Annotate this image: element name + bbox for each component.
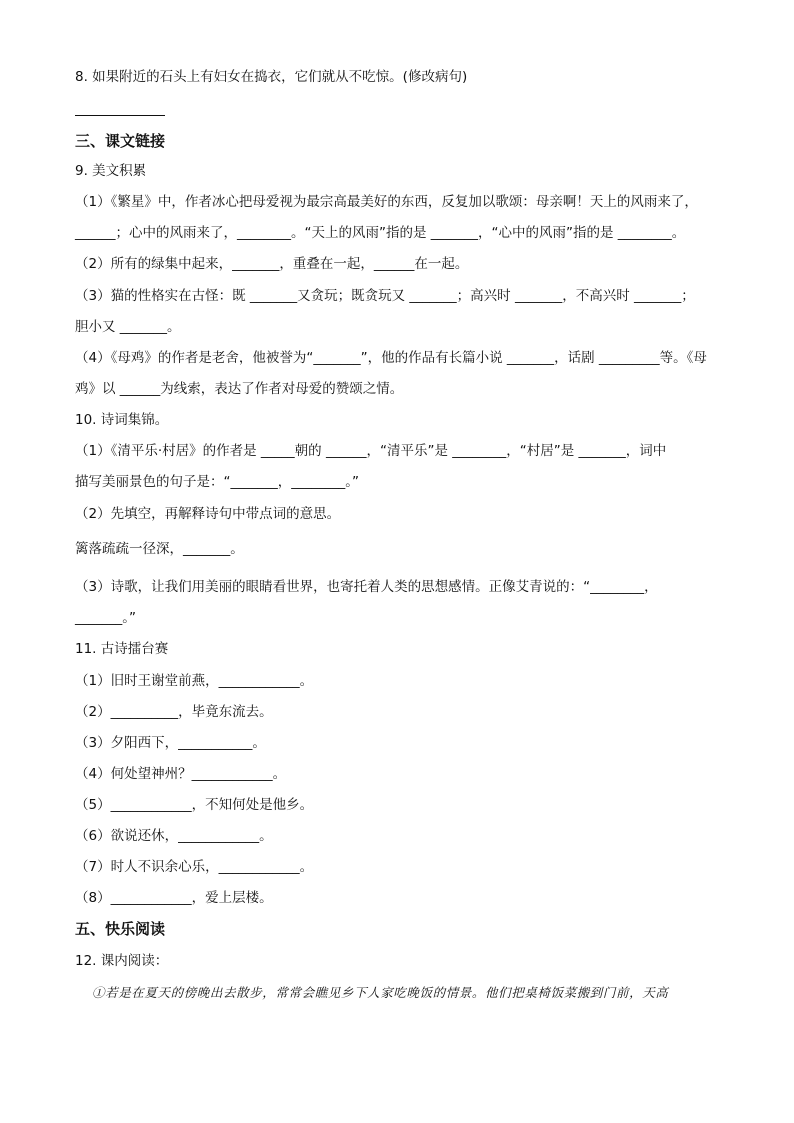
question-9-3-line-1: （3）猫的性格实在古怪：既 _______又贪玩；既贪玩又 _______；高兴时 _______，不高兴时 _______； bbox=[75, 288, 695, 304]
question-10-3-line-1: （3）诗歌，让我们用美丽的眼睛看世界，也寄托着人类的思想感情。正像艾青说的：“________， bbox=[75, 579, 658, 595]
section-3-heading: 三、课文链接 bbox=[75, 132, 166, 150]
question-9-4-line-2: 鸡》以 ______为线索，表达了作者对母爱的赞颂之情。 bbox=[75, 381, 404, 397]
section-5-heading: 五、快乐阅读 bbox=[75, 920, 166, 938]
question-10-2-poem-line: 篱落疏疏一径深，_______。 bbox=[75, 541, 244, 557]
answer-line-q8 bbox=[75, 115, 165, 116]
question-10-2: （2）先填空，再解释诗句中带点词的意思。 bbox=[75, 506, 341, 522]
question-11-7: （7）时人不识余心乐，____________。 bbox=[75, 859, 314, 875]
reading-passage-paragraph-1: ①若是在夏天的傍晚出去散步，常常会瞧见乡下人家吃晚饭的情景。他们把桌椅饭菜搬到门前，天高 bbox=[92, 985, 669, 1000]
question-9-2: （2）所有的绿集中起来，_______，重叠在一起，______在一起。 bbox=[75, 256, 469, 272]
question-10-3-line-2: _______。” bbox=[75, 610, 136, 626]
question-9-1-line-2: ______；心中的风雨来了，________。“天上的风雨”指的是 _______，“心中的风雨”指的是 ________。 bbox=[75, 225, 686, 241]
question-8: 8. 如果附近的石头上有妇女在捣衣，它们就从不吃惊。(修改病句) bbox=[75, 69, 468, 85]
question-10-title: 10. 诗词集锦。 bbox=[75, 412, 169, 428]
question-11-3: （3）夕阳西下，___________。 bbox=[75, 735, 266, 751]
question-11-6: （6）欲说还休，____________。 bbox=[75, 828, 273, 844]
question-12-title: 12. 课内阅读： bbox=[75, 953, 169, 969]
question-11-4: （4）何处望神州？____________。 bbox=[75, 766, 287, 782]
question-11-title: 11. 古诗擂台赛 bbox=[75, 641, 169, 657]
question-9-4-line-1: （4）《母鸡》的作者是老舍，他被誉为“_______”，他的作品有长篇小说 _______，话剧 _________等。《母 bbox=[75, 350, 707, 366]
question-9-title: 9. 美文积累 bbox=[75, 163, 147, 179]
question-10-1-line-1: （1）《清平乐·村居》的作者是 _____朝的 ______，“清平乐”是 ________，“村居”是 _______，词中 bbox=[75, 443, 667, 459]
question-11-2: （2）__________，毕竟东流去。 bbox=[75, 704, 273, 720]
question-11-1: （1）旧时王谢堂前燕，____________。 bbox=[75, 673, 314, 689]
question-9-1-line-1: （1）《繁星》中，作者冰心把母爱视为最宗高最美好的东西，反复加以歌颂：母亲啊！天上的风雨来了， bbox=[75, 194, 698, 210]
question-11-5: （5）____________，不知何处是他乡。 bbox=[75, 797, 314, 813]
question-10-1-line-2: 描写美丽景色的句子是：“_______，________。” bbox=[75, 474, 359, 490]
question-9-3-line-2: 胆小又 _______。 bbox=[75, 319, 181, 335]
question-11-8: （8）____________，爱上层楼。 bbox=[75, 890, 273, 906]
